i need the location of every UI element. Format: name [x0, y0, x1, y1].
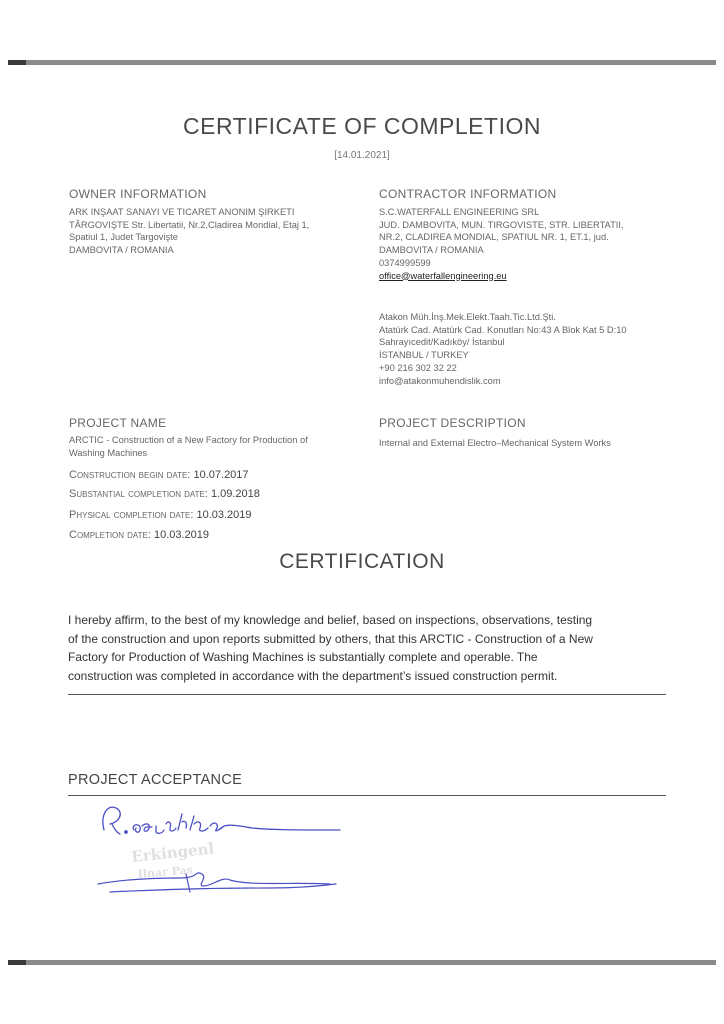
partner-line: +90 216 302 32 22 — [379, 362, 457, 373]
signature-image — [90, 800, 350, 900]
certification-statement — [68, 611, 678, 685]
acceptance-divider — [68, 795, 666, 796]
certification-line: of the construction and upon reports submitted by others, that this ARCTIC - Construction of a New — [68, 631, 593, 646]
signature-stroke-lower — [98, 873, 336, 892]
project-description-text: Internal and External Electro–Mechanical System Works — [379, 438, 611, 448]
owner-line: Spatiul 1, Judet Targovişte — [69, 232, 178, 243]
partner-line: İSTANBUL / TURKEY — [379, 350, 469, 361]
certification-divider — [68, 694, 666, 695]
scan-border-bottom — [8, 960, 716, 965]
signature-stroke-upper — [103, 807, 340, 834]
project-name-line: Washing Machines — [69, 447, 148, 458]
certification-line: I hereby affirm, to the best of my knowledge and belief, based on inspections, observations, testing — [68, 613, 593, 627]
project-acceptance-heading: PROJECT ACCEPTANCE — [68, 772, 243, 788]
construction-begin-date — [69, 469, 249, 481]
owner-line: ARK INŞAAT SANAYI VE TICARET ANONIM ŞIRKETI — [69, 207, 295, 217]
owner-line: TÂRGOVIŞTE Str. Libertatii, Nr.2,Cladirea Mondial, Etaj 1, — [69, 219, 310, 230]
certification-line: Factory for Production of Washing Machines is substantially complete and operable. The — [68, 650, 538, 664]
project-description-heading: PROJECT DESCRIPTION — [379, 416, 526, 430]
svg-text:Erkingenl: Erkingenl — [130, 839, 215, 866]
contractor-line: S.C.WATERFALL ENGINEERING SRL — [379, 207, 540, 217]
project-name — [69, 434, 308, 459]
partner-line: Sahrayıcedit/Kadıköy/ İstanbul — [379, 337, 505, 348]
project-name-heading: PROJECT NAME — [69, 416, 167, 430]
certification-line: construction was completed in accordance with the department’s issued construction permit. — [68, 668, 558, 683]
contractor-line: DAMBOVITA / ROMANIA — [379, 245, 484, 256]
date-value: 10.03.2019 — [196, 509, 252, 521]
svg-text:Ilnar Pas: Ilnar Pas — [137, 863, 194, 881]
physical-completion-date — [69, 509, 252, 521]
document-title: CERTIFICATE OF COMPLETION — [183, 113, 541, 139]
owner-info — [69, 206, 309, 257]
substantial-completion-date — [69, 488, 260, 500]
project-name-line: ARCTIC - Construction of a New Factory for Production of — [69, 435, 308, 445]
owner-heading: OWNER INFORMATION — [69, 187, 207, 201]
date-value: 1.09.2018 — [210, 488, 260, 500]
date-label: Physical completion date: — [69, 509, 194, 521]
project-description — [379, 437, 611, 450]
partner-line: Atakon Müh.İnş.Mek.Elekt.Taah.Tic.Ltd.Şti. — [379, 312, 556, 322]
contractor-heading: CONTRACTOR INFORMATION — [379, 187, 557, 201]
certification-heading: CERTIFICATION — [279, 550, 445, 573]
contractor-line: JUD. DAMBOVITA, MUN. TIRGOVISTE, STR. LIBERTATII, — [379, 219, 624, 230]
date-label: Completion date: — [69, 529, 151, 541]
date-label: Substantial completion date: — [69, 488, 208, 500]
completion-date — [69, 529, 209, 541]
partner-line: info@atakonmuhendislik.com — [379, 375, 501, 386]
contractor-line: 0374999599 — [379, 257, 431, 268]
contractor-email-link[interactable]: office@waterfallengineering.eu — [379, 270, 507, 281]
scan-border-top — [8, 60, 716, 65]
partner-info — [379, 311, 627, 387]
date-value: 10.07.2017 — [193, 469, 249, 481]
contractor-line: NR.2, CLADIREA MONDIAL, SPATIUL NR. 1, ET.1, jud. — [379, 232, 609, 243]
contractor-info — [379, 206, 624, 282]
partner-line: Atatürk Cad. Atatürk Cad. Konutları No:43 A Blok Kat 5 D:10 — [379, 324, 627, 335]
owner-line: DAMBOVITA / ROMANIA — [69, 245, 174, 256]
document-date: [14.01.2021] — [334, 150, 390, 161]
date-label: Construction begin date: — [69, 469, 191, 481]
date-value: 10.03.2019 — [153, 529, 210, 541]
